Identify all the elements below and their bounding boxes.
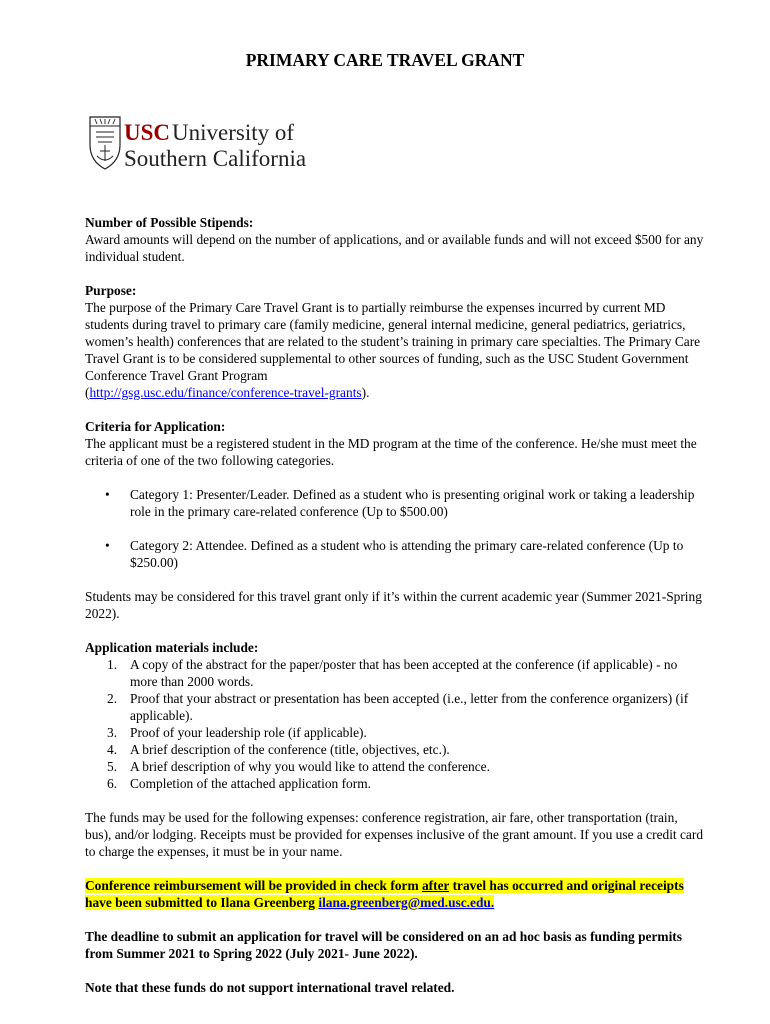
list-number: 3. — [107, 725, 118, 740]
materials-heading: Application materials include: — [85, 640, 259, 655]
bullet-icon: • — [105, 538, 110, 553]
criteria-heading: Criteria for Application: — [85, 419, 226, 434]
international-note: Note that these funds do not support international travel related. — [85, 980, 455, 995]
purpose-paren-open: ( — [85, 385, 90, 400]
logo-university-text: University of — [172, 120, 295, 145]
usc-logo — [87, 115, 327, 173]
list-item-text: Proof that your abstract or presentation has been accepted (i.e., letter from the conference organizers) (if applicable). — [130, 691, 689, 723]
logo-southern-california-text: Southern California — [124, 146, 307, 171]
stipends-heading: Number of Possible Stipends: — [85, 215, 254, 230]
stipends-body: Award amounts will depend on the number of applications, and or available funds and will not exceed $500 for any individual student. — [85, 232, 704, 264]
list-item-text: Completion of the attached application form. — [130, 776, 371, 791]
list-item — [85, 775, 705, 792]
category-list — [85, 486, 705, 571]
document-body — [85, 214, 705, 996]
page-title: PRIMARY CARE TRAVEL GRANT — [245, 50, 525, 70]
conference-travel-grant-link[interactable]: http://gsg.usc.edu/finance/conference-travel-grants — [89, 385, 362, 400]
contact-email-link[interactable]: ilana.greenberg@med.usc.edu. — [318, 895, 495, 910]
list-item — [85, 486, 705, 520]
list-item-text: A brief description of why you would like to attend the conference. — [130, 759, 490, 774]
materials-list — [85, 656, 705, 792]
category-2-text: Category 2: Attendee. Defined as a student who is attending the primary care-related conference (Up to $250.00) — [130, 538, 684, 570]
list-number: 6. — [107, 776, 118, 791]
list-item — [85, 741, 705, 758]
eligibility-text: Students may be considered for this travel grant only if it’s within the current academic year (Summer 2021-Spring 2022). — [85, 589, 702, 621]
purpose-paren-close: ). — [361, 385, 370, 400]
list-number: 4. — [107, 742, 118, 757]
list-number: 5. — [107, 759, 118, 774]
list-item — [85, 656, 705, 690]
usc-seal-icon — [90, 117, 120, 169]
list-item-text: Proof of your leadership role (if applicable). — [130, 725, 367, 740]
list-number: 1. — [107, 657, 118, 672]
purpose-heading: Purpose: — [85, 283, 137, 298]
reimbursement-after: after — [421, 878, 450, 893]
logo-usc-text: USC — [124, 120, 171, 145]
purpose-body — [85, 299, 705, 401]
list-number: 2. — [107, 691, 118, 706]
reimbursement-part-1: Conference reimbursement will be provided in check form — [85, 878, 422, 893]
expenses-text: The funds may be used for the following expenses: conference registration, air fare, other transportation (train, bus), and/or lodging. Receipts must be provided for expenses inclusive of the grant amount. If you use a credit card to charge the expenses, it must be in your name. — [85, 810, 704, 859]
purpose-text: The purpose of the Primary Care Travel Grant is to partially reimburse the expenses incurred by current MD students during travel to primary care (family medicine, general internal medicine, general pediatrics, geriatrics, women’s health) conferences that are related to the student’s training in primary care specialties. The Primary Care Travel Grant is to be considered supplemental to other sources of funding, such as the USC Student Government Conference Travel Grant Program — [85, 300, 701, 383]
deadline-text: The deadline to submit an application for travel will be considered on an ad hoc basis as funding permits from Summer 2021 to Spring 2022 (July 2021- June 2022). — [85, 929, 682, 961]
list-item — [85, 690, 705, 724]
list-item — [85, 537, 705, 571]
list-item — [85, 724, 705, 741]
category-1-text: Category 1: Presenter/Leader. Defined as a student who is presenting original work or taking a leadership role in the primary care-related conference (Up to $500.00) — [130, 487, 695, 519]
bullet-icon: • — [105, 487, 110, 502]
reimbursement-part-2: travel has occurred and original receipts have been submitted to Ilana Greenberg — [85, 878, 684, 910]
reimbursement-note — [85, 877, 705, 911]
criteria-body: The applicant must be a registered student in the MD program at the time of the conference. He/she must meet the criteria of one of the two following categories. — [85, 436, 697, 468]
list-item — [85, 758, 705, 775]
list-item-text: A copy of the abstract for the paper/poster that has been accepted at the conference (if applicable) - no more than 2000 words. — [130, 657, 678, 689]
list-item-text: A brief description of the conference (title, objectives, etc.). — [130, 742, 450, 757]
